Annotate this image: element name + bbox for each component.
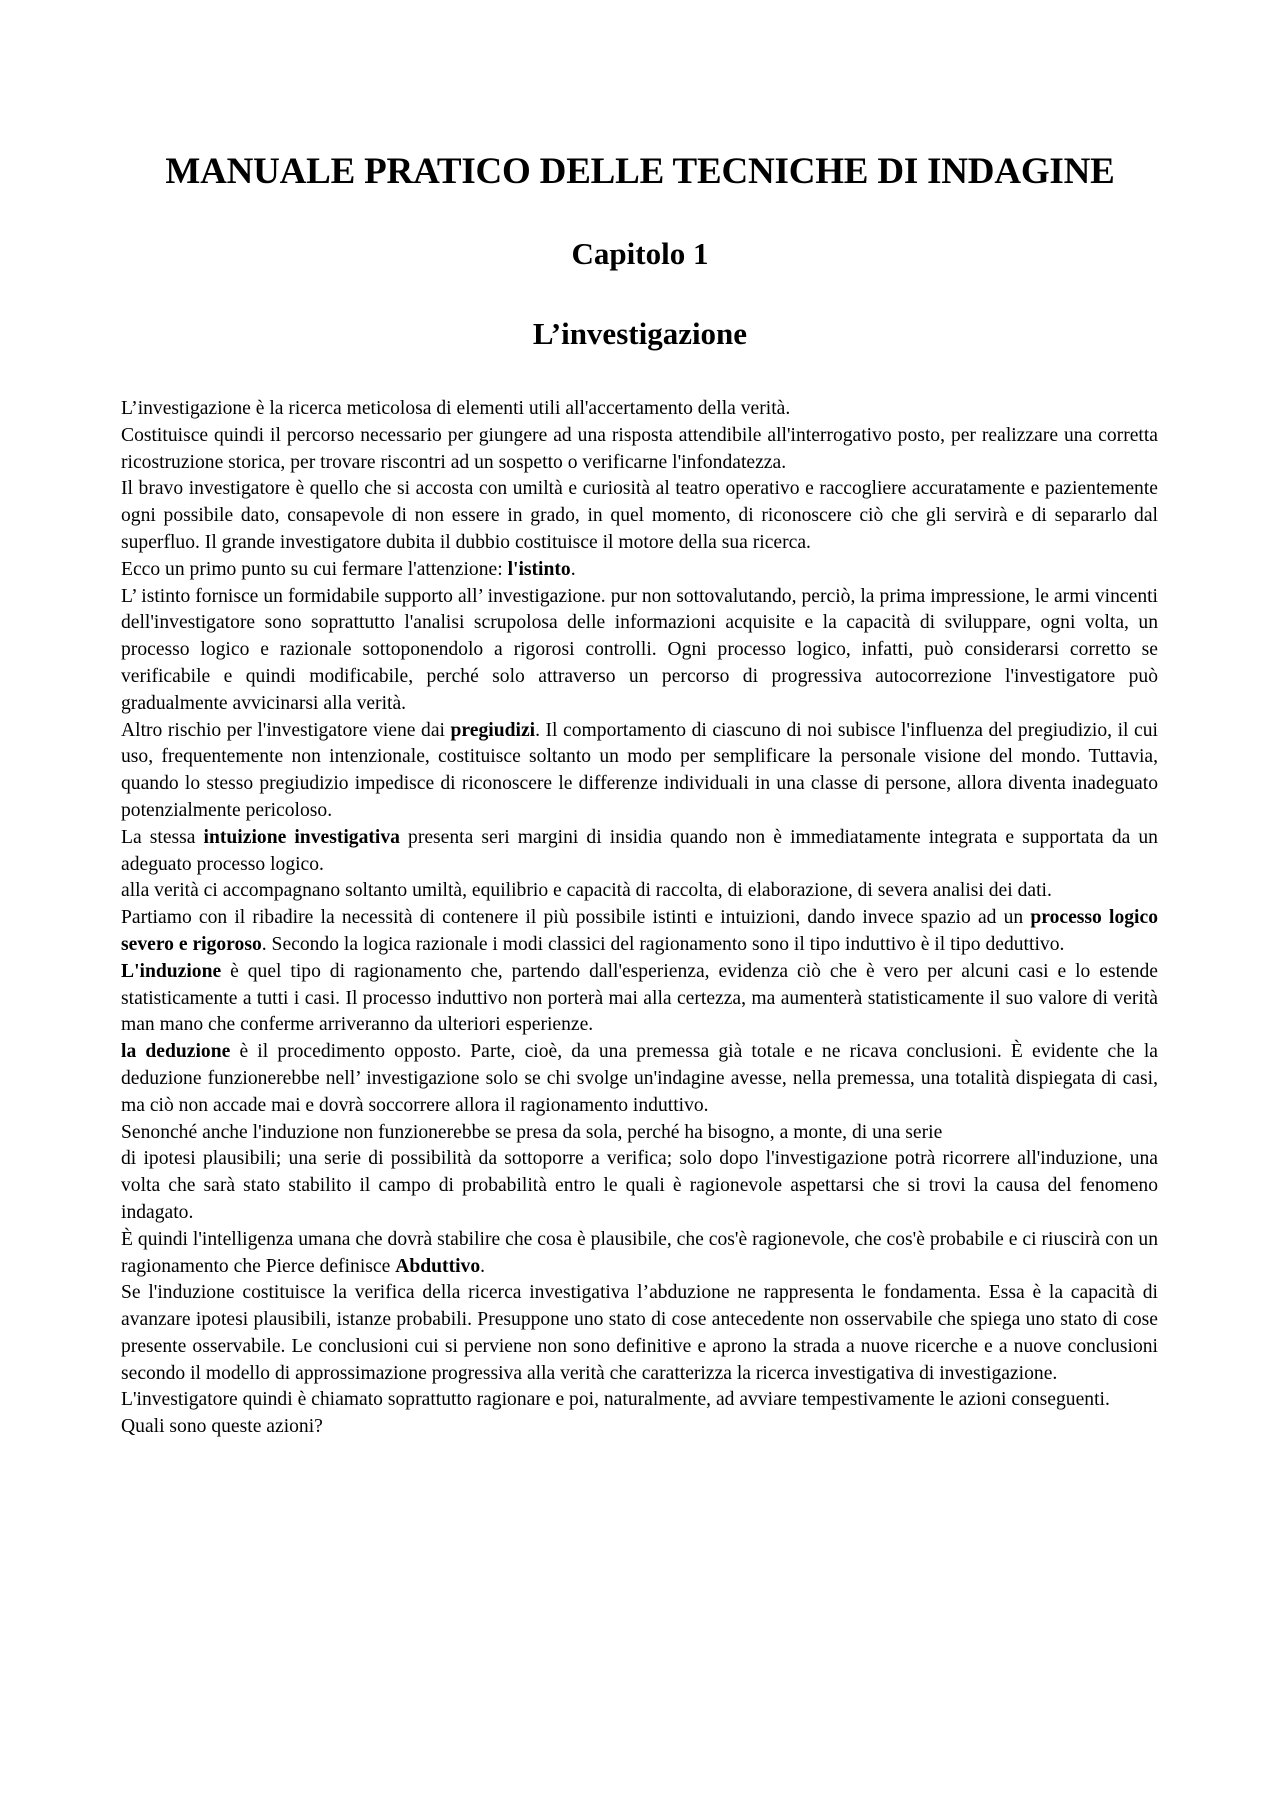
paragraph [121, 1039, 1158, 1119]
paragraph: Se l'induzione costituisce la verifica della ricerca investigativa l’abduzione ne rappresenta le fondamenta. Essa è la capacità di avanzare ipotesi plausibili, istanze probabili. Presuppone uno stato di cose antecedente non osservabile che spiega uno stato di cose presente osservabile. Le conclusioni cui si perviene non sono definitive e aprono la strada a nuove ricerche e a nuove conclusioni secondo il modello di approssimazione progressiva alla verità che caratterizza la ricerca investigativa di investigazione. [121, 1282, 1158, 1384]
paragraph: Costituisce quindi il percorso necessario per giungere ad una risposta attendibile all'interrogativo posto, per realizzare una corretta ricostruzione storica, per trovare riscontri ad un sospetto o verificarne l'infondatezza. [121, 424, 1158, 473]
paragraph-text: presenta seri margini di insidia quando non è immediatamente integrata e supportata da un adeguato processo logico. [121, 826, 1158, 875]
paragraph: Senonché anche l'induzione non funzionerebbe se presa da sola, perché ha bisogno, a monte, di una serie [121, 1121, 943, 1143]
paragraph-text: La stessa [121, 826, 204, 848]
document-body [121, 396, 1158, 1441]
paragraph-text: . [570, 558, 576, 580]
paragraph [121, 959, 1158, 1039]
paragraph-text: Partiamo con il ribadire la necessità di contenere il più possibile istinti e intuizioni, dando invece spazio ad un [121, 907, 1031, 929]
highlight-term: intuizione investigativa [203, 826, 400, 848]
paragraph: L’investigazione è la ricerca meticolosa di elementi utili all'accertamento della verità. [121, 398, 791, 419]
highlight-term: Abduttivo [395, 1255, 481, 1277]
chapter-heading: Capitolo 1 [571, 236, 709, 271]
paragraph: di ipotesi plausibili; una serie di possibilità da sottoporre a verifica; solo dopo l'investigazione potrà ricorrere all'induzione, una volta che sarà stato stabilito il campo di probabilità entro le quali è ragionevole aspettarsi che si trovi la causa del fenomeno indagato. [121, 1148, 1158, 1223]
paragraph-text: Ecco un primo punto su cui fermare l'attenzione: [121, 558, 508, 580]
highlight-term: L'induzione [121, 960, 222, 982]
paragraph [121, 905, 1158, 959]
paragraph [121, 825, 1158, 879]
paragraph [121, 557, 1158, 584]
section-heading: L’investigazione [532, 316, 748, 351]
paragraph: alla verità ci accompagnano soltanto umiltà, equilibrio e capacità di raccolta, di elaborazione, di severa analisi dei dati. [121, 880, 1052, 902]
highlight-term: pregiudizi [450, 719, 536, 741]
paragraph-text: . Il comportamento di ciascuno di noi subisce l'influenza del pregiudizio, il cui uso, frequentemente non intenzionale, costituisce soltanto un modo per semplificare la personale visione del mondo. Tuttavia, quando lo stesso pregiudizio impedisce di riconoscere le differenze individuali in una classe di persone, allora diventa inadeguato potenzialmente pericoloso. [121, 719, 1158, 821]
paragraph-text: è quel tipo di ragionamento che, partendo dall'esperienza, evidenza ciò che è vero per alcuni casi e lo estende statisticamente a tutti i casi. Il processo induttivo non porterà mai alla certezza, ma aumenterà statisticamente il suo valore di verità man mano che conferme arriveranno da ulteriori esperienze. [121, 960, 1158, 1036]
paragraph-text: . Secondo la logica razionale i modi classici del ragionamento sono il tipo induttivo è il tipo deduttivo. [261, 933, 1065, 955]
document-title: MANUALE PRATICO DELLE TECNICHE DI INDAGINE [165, 151, 1115, 192]
paragraph-text: . [480, 1255, 486, 1277]
paragraph [121, 1227, 1158, 1281]
paragraph: Il bravo investigatore è quello che si accosta con umiltà e curiosità al teatro operativo e raccogliere accuratamente e pazientemente ogni possibile dato, consapevole di non essere in grado, in quel momento, di riconoscere ciò che gli servirà e di separarlo dal superfluo. Il grande investigatore dubita il dubbio costituisce il motore della sua ricerca. [121, 478, 1158, 553]
paragraph-text: Altro rischio per l'investigatore viene dai [121, 719, 451, 741]
paragraph-text: è il procedimento opposto. Parte, cioè, da una premessa già totale e ne ricava conclusioni. È evidente che la deduzione funzionerebbe nell’ investigazione solo se chi svolge un'indagine avesse, nella premessa, una totalità dispiegata di casi, ma ciò non accade mai e dovrà soccorrere allora il ragionamento induttivo. [121, 1041, 1158, 1116]
paragraph: L'investigatore quindi è chiamato soprattutto ragionare e poi, naturalmente, ad avviare tempestivamente le azioni conseguenti. [121, 1389, 1110, 1411]
highlight-term: processo logico severo e rigoroso [121, 907, 1158, 955]
paragraph [121, 718, 1158, 825]
paragraph-text: È quindi l'intelligenza umana che dovrà stabilire che cosa è plausibile, che cos'è ragionevole, che cos'è probabile e ci riuscirà con un ragionamento che Pierce definisce [121, 1228, 1158, 1277]
paragraph: Quali sono queste azioni? [121, 1416, 323, 1438]
highlight-term: la deduzione [121, 1041, 231, 1063]
highlight-term: l'istinto [507, 558, 571, 580]
paragraph: L’ istinto fornisce un formidabile supporto all’ investigazione. pur non sottovalutando, perciò, la prima impressione, le armi vincenti dell'investigatore sono soprattutto l'analisi scrupolosa delle informazioni acquisite e la capacità di sviluppare, ogni volta, un processo logico e razionale sottoponendolo a rigorosi controlli. Ogni processo logico, infatti, può considerarsi corretto se verificabile e quindi modificabile, perché solo attraverso un percorso di progressiva autocorrezione l'investigatore può gradualmente avvicinarsi alla verità. [121, 585, 1158, 714]
